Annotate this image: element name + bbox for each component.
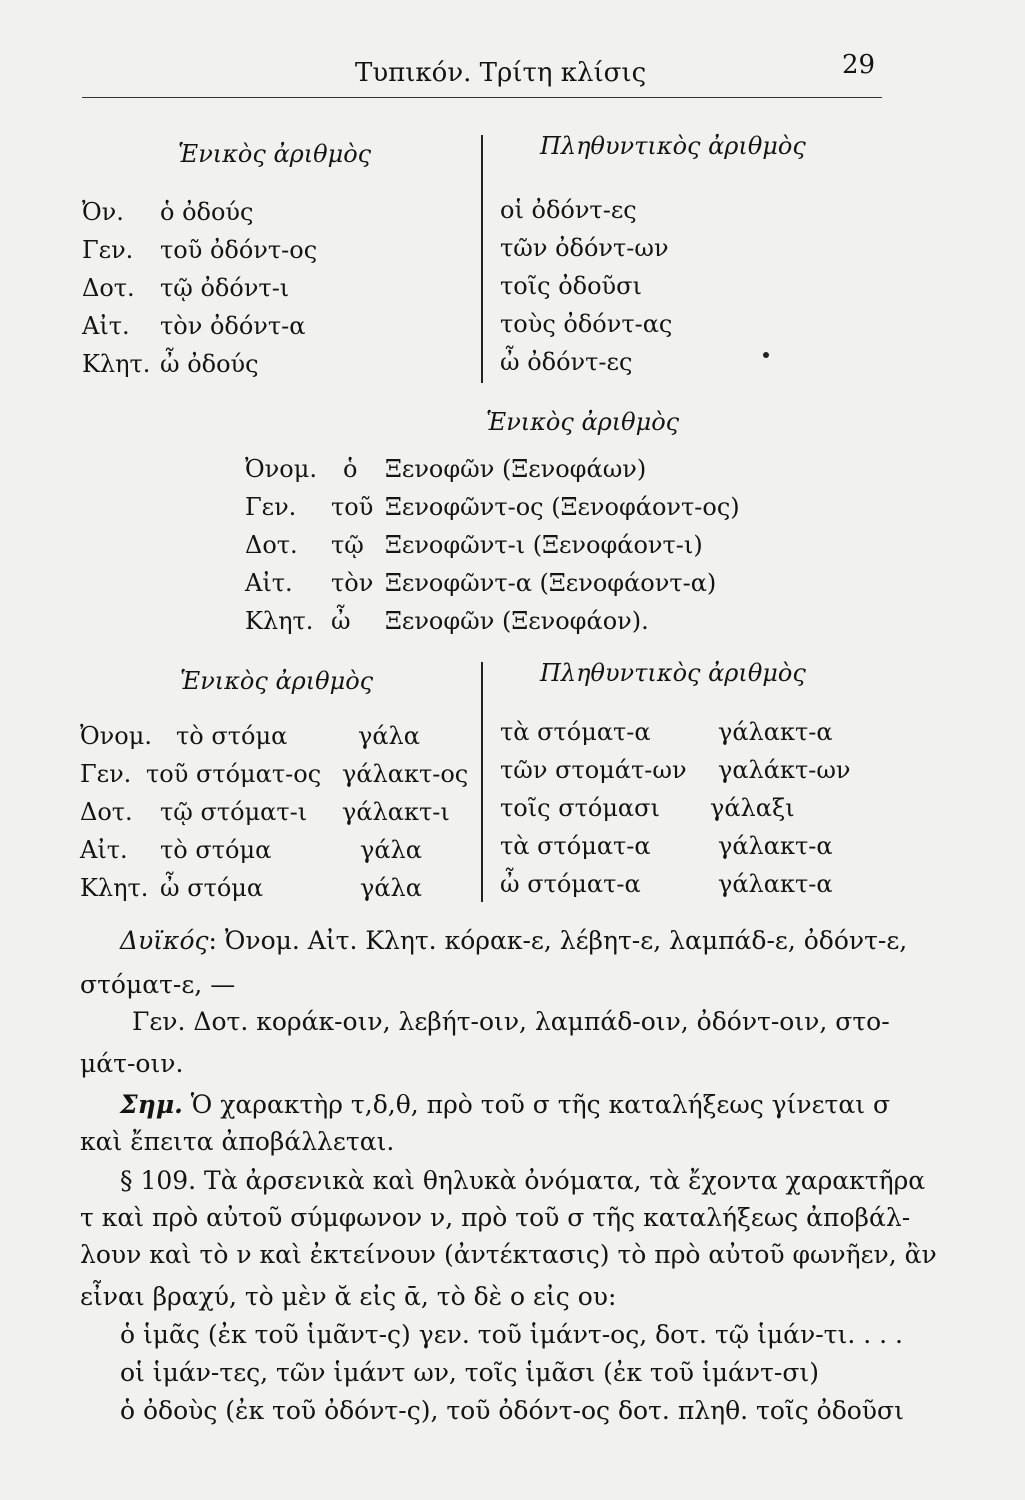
table3-column-divider [481,662,483,902]
plural-form-gala: γαλάκτ-ων [718,756,851,784]
table-row [80,836,480,874]
singular-form-gala: γάλα [358,722,420,750]
article: τὸν [331,569,374,597]
case-label: Γεν. [80,760,132,788]
table3-plural-column [500,718,860,908]
plural-form-gala: γάλακτ-α [718,718,833,746]
table-row [245,607,765,645]
paragraph-109-line-1: § 109. Τὰ ἀρσενικὰ καὶ θηλυκὰ ὀνόματα, τὰ ἔχοντα χαρακτῆρα [120,1166,926,1195]
article: τῷ [331,531,364,559]
noun-form: Ξενοφῶντ-ος (Ξενοφάοντ-ος) [385,493,740,521]
plural-form: οἱ ὀδόντ-ες [500,196,637,224]
plural-form-stoma: τῶν στομάτ-ων [500,756,687,784]
plural-form-stoma: τὰ στόματ-α [500,718,651,746]
table-row [82,236,482,274]
singular-form-stoma: τῷ στόματ-ι [160,798,308,826]
table1-singular-header: Ἑνικὸς ἀριθμὸς [178,140,372,168]
list-item [500,348,830,386]
example-line-2: οἱ ἱμάν-τες, τῶν ἱμάντ ων, τοῖς ἱμᾶσι (ἐκ τοῦ ἱμάντ-σι) [120,1358,819,1387]
table-row [245,493,765,531]
singular-form: τοῦ ὀδόντ-ος [160,236,318,264]
singular-form: τῷ ὀδόντ-ι [160,274,290,302]
paragraph-109-line-3: λουν καὶ τὸ ν καὶ ἐκτείνουν (ἀντέκτασις) τὸ πρὸ αὐτοῦ φωνῆεν, ἂν [80,1240,937,1269]
table2-header: Ἑνικὸς ἀριθμὸς [486,408,680,436]
singular-form-stoma: τὸ στόμα [176,722,288,750]
table-row [245,531,765,569]
article: τοῦ [331,493,374,521]
case-label: Γεν. [245,493,297,521]
plural-form-stoma: τοῖς στόμασι [500,794,660,822]
table-row [500,794,860,832]
case-label: Δοτ. [245,531,298,559]
page-number: 29 [842,50,876,80]
note-label: Σημ. [120,1090,183,1119]
table1-plural-header: Πληθυντικὸς ἀριθμὸς [540,132,806,160]
singular-form: ὁ ὀδούς [160,198,254,226]
dual-line-3: Γεν. Δοτ. κοράκ-οιν, λεβήτ-οιν, λαμπάδ-οιν, ὀδόντ-οιν, στο- [132,1007,890,1036]
table-row [80,760,480,798]
singular-form-gala: γάλακτ-ος [342,760,469,788]
singular-form-gala: γάλακτ-ι [342,798,450,826]
table-row [500,718,860,756]
singular-form-stoma: τὸ στόμα [160,836,272,864]
plural-form: τῶν ὀδόντ-ων [500,234,669,262]
table3-singular-column [80,722,480,912]
table-row [80,798,480,836]
dual-label: Δυϊκός [120,926,209,955]
note-line-1 [120,1090,890,1119]
singular-form-gala: γάλα [360,874,422,902]
noun-form: Ξενοφῶντ-ι (Ξενοφάοντ-ι) [385,531,703,559]
example-line-1: ὁ ἱμᾶς (ἐκ τοῦ ἱμᾶντ-ς) γεν. τοῦ ἱμάντ-ος, δοτ. τῷ ἱμάν-τι. . . . [120,1320,903,1349]
plural-form: τοὺς ὀδόντ-ας [500,310,673,338]
case-label: Δοτ. [80,798,133,826]
case-label: Δοτ. [82,274,135,302]
note-line-2: καὶ ἔπειτα ἀποβάλλεται. [80,1127,395,1156]
paragraph-109-line-4: εἶναι βραχύ, τὸ μὲν ᾰ εἰς ᾱ, τὸ δὲ ο εἰς ου: [80,1282,617,1311]
singular-form-stoma: τοῦ στόματ-ος [146,760,322,788]
table-row [82,350,482,388]
table-row [82,274,482,312]
plural-form: τοῖς ὀδοῦσι [500,272,642,300]
table-row [82,198,482,236]
case-label: Κλητ. [82,350,151,378]
table1-plural-column [500,196,830,386]
table1-singular-column [82,198,482,388]
case-label: Αἰτ. [245,569,293,597]
list-item [500,310,830,348]
table-row [500,756,860,794]
plural-form-gala: γάλακτ-α [718,870,833,898]
table-row [500,870,860,908]
paragraph-109-line-2: τ καὶ πρὸ αὐτοῦ σύμφωνον ν, πρὸ τοῦ σ τῆς καταλήξεως ἀποβάλ- [80,1203,911,1232]
table3-plural-header: Πληθυντικὸς ἀριθμὸς [540,659,806,687]
dual-line-4: μάτ-οιν. [80,1049,184,1078]
table-row [82,312,482,350]
case-label: Ὀν. [82,198,124,226]
singular-form-stoma: ὦ στόμα [160,874,264,902]
article: ὦ [331,607,351,635]
plural-form-gala: γάλακτ-α [718,832,833,860]
singular-form: ὦ ὀδούς [160,350,259,378]
case-label: Κλητ. [245,607,314,635]
case-label: Αἰτ. [82,312,130,340]
case-label: Ὀνομ. [245,455,317,483]
singular-form-gala: γάλα [360,836,422,864]
case-label: Αἰτ. [80,836,128,864]
case-label: Ὀνομ. [80,722,152,750]
note-text: Ὁ χαρακτὴρ τ,δ,θ, πρὸ τοῦ σ τῆς καταλήξεως γίνεται σ [182,1090,891,1119]
dual-line-1 [120,926,907,955]
case-label: Κλητ. [80,874,149,902]
list-item [500,196,830,234]
noun-form: Ξενοφῶντ-α (Ξενοφάοντ-α) [385,569,717,597]
table-row [245,569,765,607]
list-item [500,234,830,272]
noun-form: Ξενοφῶν (Ξενοφάων) [385,455,647,483]
example-line-3: ὁ ὀδοὺς (ἐκ τοῦ ὀδόντ-ς), τοῦ ὀδόντ-ος δοτ. πληθ. τοῖς ὀδοῦσι [120,1396,904,1425]
table-row [500,832,860,870]
page-header-title: Τυπικόν. Τρίτη κλίσις [355,58,647,88]
table-row [80,874,480,912]
plural-form: ὦ ὀδόντ-ες [500,348,633,376]
table-row [80,722,480,760]
article: ὁ [343,455,358,483]
dual-line-2: στόματ-ε, — [80,970,236,999]
table3-singular-header: Ἑνικὸς ἀριθμὸς [180,667,374,695]
plural-form-gala: γάλαξι [710,794,795,822]
dual-text: : Ὀνομ. Αἰτ. Κλητ. κόρακ-ε, λέβητ-ε, λαμπάδ-ε, ὀδόντ-ε, [208,926,908,955]
singular-form: τὸν ὀδόντ-α [160,312,306,340]
case-label: Γεν. [82,236,134,264]
table2-column [245,455,765,645]
table-row [245,455,765,493]
noun-form: Ξενοφῶν (Ξενοφάον). [385,607,649,635]
list-item [500,272,830,310]
plural-form-stoma: ὦ στόματ-α [500,870,641,898]
plural-form-stoma: τὰ στόματ-α [500,832,651,860]
header-rule [82,97,882,98]
